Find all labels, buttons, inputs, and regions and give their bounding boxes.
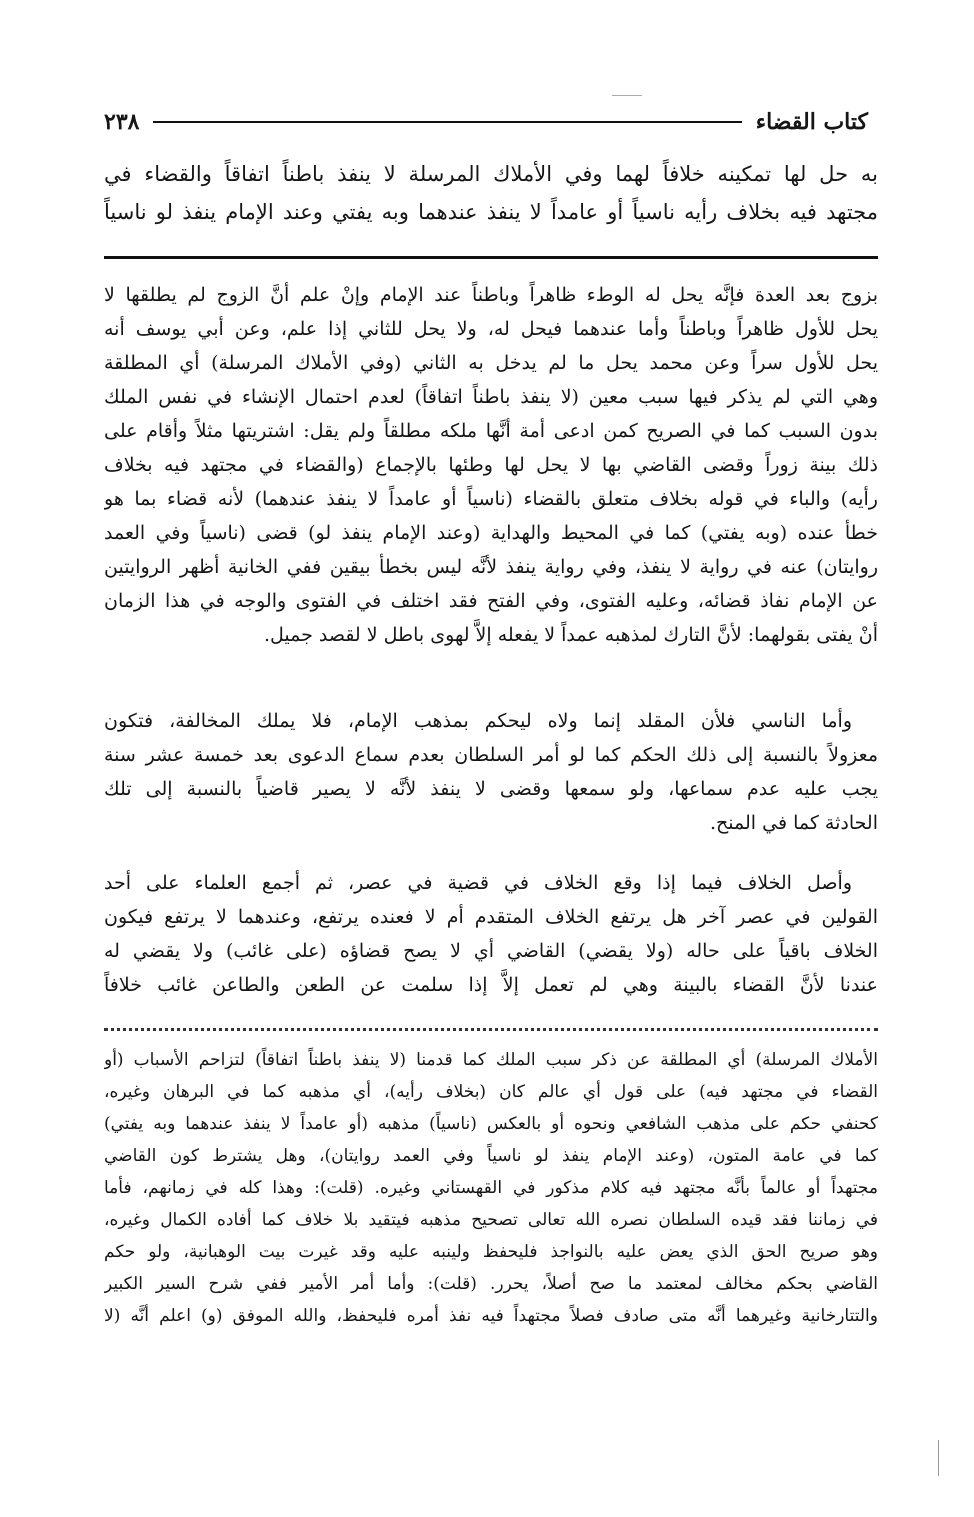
commentary-line: عندنا لأنَّ القضاء بالبينة وهي لم تعمل إلاَّ إذا سلمت عن الطعن والطاعن غائب خلافاً — [104, 974, 878, 996]
gloss-line: كما في عامة المتون، (وعند الإمام ينفذ لو ناسياً وفي العمد روايتان)، وهل يشترط كون القاضي — [104, 1146, 878, 1166]
commentary-line: الحادثة كما في المنح. — [709, 812, 878, 834]
gloss-line: في زماننا فقد قيده السلطان نصره الله تعالى تصحيح مذهبه فيتقيد بلا خلاف كما أفاده الكمال وغيره، — [104, 1210, 878, 1230]
gloss-line: الأملاك المرسلة) أي المطلقة عن ذكر سبب الملك كما قدمنا (لا ينفذ باطناً اتفاقاً) لتزاحم الأسباب (أو — [104, 1050, 878, 1070]
header-rule — [153, 121, 741, 123]
commentary-paragraph-2 — [104, 704, 878, 840]
commentary-line: أنْ يفتى بقولهما: لأنَّ التارك لمذهبه عمداً لا يفعله إلاَّ لهوى باطل لا لقصد جميل. — [263, 624, 878, 646]
commentary-line: عن الإمام نفاذ قضائه، وعليه الفتوى، وفي الفتح فقد اختلف في الفتوى والوجه في هذا الزمان — [104, 590, 878, 612]
footnote-separator — [104, 1028, 878, 1031]
commentary-line: خطأ عنده (وبه يفتي) كما في المحيط والهداية (وعند الإمام ينفذ لو) قضى (ناسياً وفي العمد — [104, 522, 878, 544]
commentary-line: وأصل الخلاف فيما إذا وقع الخلاف في قضية في عصر، ثم أجمع العلماء على أحد — [104, 872, 852, 894]
commentary-line: بزوج بعد العدة فإنَّه يحل له الوطء ظاهراً وباطناً عند الإمام وإنْ علم أنَّ الزوج لم يطلقها لا — [104, 284, 878, 306]
commentary-line: ذلك بينة زوراً وقضى القاضي بها لا يحل لها وطئها بالإجماع (والقضاء في مجتهد فيه بخلاف — [104, 454, 878, 476]
main-text — [104, 155, 878, 231]
main-line: به حل لها تمكينه خلافاً لهما وفي الأملاك المرسلة لا ينفذ باطناً اتفاقاً والقضاء في — [104, 162, 878, 186]
commentary-line: القولين في عصر آخر هل يرتفع الخلاف المتقدم أم لا فعنده يرتفع، وعندهما لا يرتفع فيكون — [104, 906, 878, 928]
main-text-separator — [104, 256, 878, 259]
commentary-line: معزولاً بالنسبة إلى ذلك الحكم كما لو أمر السلطان بعدم سماع الدعوى بعد خمسة عشر سنة — [104, 744, 878, 766]
gloss-line: مجتهداً أو عالماً بأنَّه مجتهد فيه كلام مذكور في القهستاني وغيره. (قلت): وهذا كله في زمانهم، فأما — [104, 1178, 878, 1198]
commentary-line: وأما الناسي فلأن المقلد إنما ولاه ليحكم بمذهب الإمام، فلا يملك المخالفة، فتكون — [104, 710, 852, 732]
commentary-line: رأيه) والباء في قوله بخلاف متعلق بالقضاء (ناسياً أو عامداً لا ينفذ عندهما) لأنه قضاء بما هو — [104, 488, 878, 510]
gloss-line: كحنفي حكم على مذهب الشافعي ونحوه أو بالعكس (ناسياً) مذهبه (أو عامداً لا ينفذ عندهما وبه يفتي) — [104, 1114, 878, 1134]
main-line: مجتهد فيه بخلاف رأيه ناسياً أو عامداً لا ينفذ عندهما وبه يفتي وعند الإمام ينفذ لو ناسياً — [104, 200, 878, 224]
commentary-line: الخلاف باقياً على حاله (ولا يقضي) القاضي أي لا يصح قضاؤه (على غائب) ولا يقضي له — [104, 940, 878, 962]
commentary-paragraph-1 — [104, 278, 878, 652]
running-header — [104, 102, 868, 142]
commentary-line: يجب عليه عدم سماعها، ولو سمعها وقضى لا ينفذ لأنَّه لا يصير قاضياً بالنسبة إلى تلك — [104, 778, 878, 800]
commentary-line: وهي التي لم يذكر فيها سبب معين (لا ينفذ باطناً اتفاقاً) لعدم احتمال الإنشاء في نفس الملك — [104, 386, 878, 408]
gloss-section — [104, 1044, 878, 1332]
commentary-line: روايتان) عنه في رواية لا ينفذ، وفي رواية ينفذ لأنَّه ليس بخطأ بيقين ففي الخانية أظهر الروايتين — [104, 556, 878, 578]
page-number: ٢٣٨ — [104, 109, 140, 135]
commentary-line: بدون السبب كما في الصريح كمن ادعى أمة أنَّها ملكه مطلقاً ولم يقل: اشتريتها مثلاً وأقام على — [104, 420, 878, 442]
commentary-paragraph-3 — [104, 866, 878, 1002]
commentary-line: يحل للأول سراً وعن محمد يحل ما لم يدخل به الثاني (وفي الأملاك المرسلة) أي المطلقة — [104, 352, 878, 374]
gloss-line: وهو صريح الحق الذي يعض عليه بالنواجذ فليحفظ ولينبه عليه وقد غيرت بيت الوهبانية، ولو حكم — [104, 1242, 878, 1262]
commentary-line: يحل للأول ظاهراً وباطناً وأما عندهما فيحل له، ولا يحل للثاني إذا علم، وعن أبي يوسف أنه — [104, 318, 878, 340]
gloss-line: والتتارخانية وغيرهما أنَّه متى صادف فصلاً مجتهداً فيه نفذ أمره فليحفظ، والله الموفق (و) اعلم أنَّه (لا — [104, 1306, 878, 1326]
gloss-line: القاضي بحكم مخالف لمعتمد ما صح أصلاً، يحرر. (قلت): وأما أمر الأمير ففي شرح السير الكبير — [104, 1274, 878, 1294]
scan-mark-top — [612, 95, 642, 96]
gloss-line: القضاء في مجتهد فيه) على قول أي عالم كان (بخلاف رأيه)، أي مذهبه كما في البرهان وغيره، — [104, 1082, 878, 1102]
scan-mark-edge — [938, 1440, 939, 1476]
chapter-title: كتاب القضاء — [755, 109, 868, 135]
